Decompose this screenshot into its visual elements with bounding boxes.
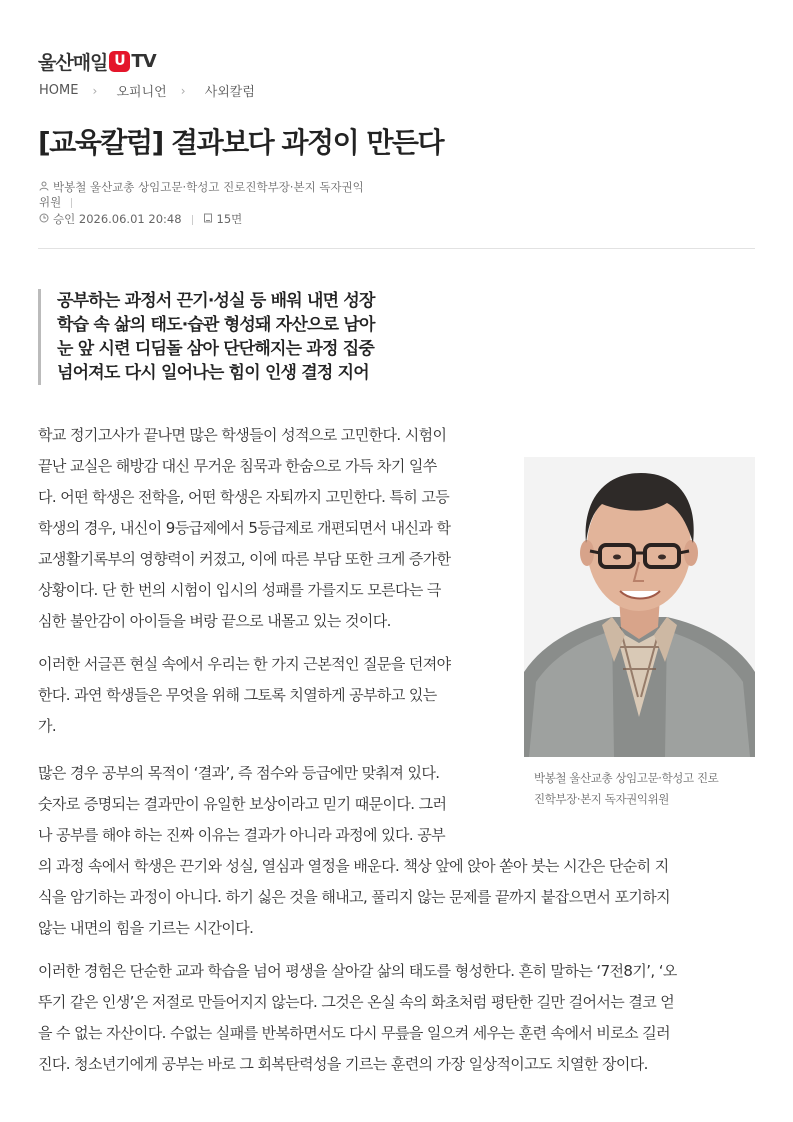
clock-icon [39,212,53,227]
photo-caption [534,768,749,810]
subheadline: 공부하는 과정서 끈기·성실 등 배워 내면 성장 [57,291,375,311]
author-photo[interactable] [524,457,755,757]
text-line: 이러한 서글픈 현실 속에서 우리는 한 가지 근본적인 질문을 던져야 [38,655,451,673]
chevron-right-icon: › [92,83,98,98]
breadcrumb-column[interactable]: 사외칼럼 [204,85,255,100]
text-line: 식을 암기하는 과정이 아니다. 하기 싫은 것을 해내고, 풀리지 않는 문제를 끝까지 붙잡으면서 포기하지 [38,888,671,906]
text-line: 한다. 과연 학생들은 무엇을 위해 그토록 치열하게 공부하고 있는 [38,686,437,704]
meta-divider [71,198,72,208]
text-line: 나 공부를 해야 하는 진짜 이유는 결과가 아니라 과정에 있다. 공부 [38,826,445,844]
text-line: 뚜기 같은 인생’은 저절로 만들어지지 않는다. 그것은 온실 속의 화초처럼 평탄한 길만 걸어서는 결코 얻 [38,993,675,1011]
subheadline: 학습 속 삶의 태도·습관 형성돼 자산으로 남아 [57,315,375,335]
text-line: 학교 정기고사가 끝나면 많은 학생들이 성적으로 고민한다. 시험이 [38,426,447,444]
text-line: 교생활기록부의 영향력이 커졌고, 이에 따른 부담 또한 크게 증가한 [38,550,451,568]
person-icon [39,180,53,195]
text-line: 끝난 교실은 해방감 대신 무거운 침묵과 한숨으로 가득 차기 일쑤 [38,457,437,475]
page-title: [교육칼럼] 결과보다 과정이 만든다 [38,126,444,159]
breadcrumb [39,81,255,100]
author-portrait-illustration [524,457,755,757]
approved-time: 승인 2026.06.01 20:48 [53,212,182,226]
paragraph-1 [38,420,451,637]
page-icon [203,212,217,227]
article-meta [39,180,399,227]
text-line: 많은 경우 공부의 목적이 ‘결과’, 즉 점수와 등급에만 맞춰져 있다. [38,764,440,782]
subheadline: 눈 앞 시련 디딤돌 삼아 단단해지는 과정 집중 [57,339,375,359]
text-line: 학생의 경우, 내신이 9등급제에서 5등급제로 개편되면서 내신과 학 [38,519,451,537]
text-line: 진다. 청소년기에게 공부는 바로 그 회복탄력성을 기르는 훈련의 가장 일상적이고도 치열한 장이다. [38,1055,648,1073]
breadcrumb-home[interactable]: HOME [39,83,79,98]
caption-line: 박봉철 울산교총 상임고문·학성고 진로 [534,771,719,785]
chevron-right-icon: › [180,83,186,98]
byline: 박봉철 울산교총 상임고문·학성고 진로진학부장·본지 독자권익 [53,180,364,194]
logo-tv-text: TV [131,50,156,72]
text-line: 가. [38,717,57,735]
subheadline: 넘어져도 다시 일어나는 힘이 인생 결정 지어 [57,363,369,383]
text-line: 상황이다. 단 한 번의 시험이 입시의 성패를 가를지도 모른다는 극 [38,581,441,599]
text-line: 다. 어떤 학생은 전학을, 어떤 학생은 자퇴까지 고민한다. 특히 고등 [38,488,450,506]
breadcrumb-opinion[interactable]: 오피니언 [116,85,167,100]
text-line: 않는 내면의 힘을 기르는 시간이다. [38,919,254,937]
text-line: 심한 불안감이 아이들을 벼랑 끝으로 내몰고 있는 것이다. [38,612,391,630]
subheadline-block [38,289,375,385]
meta-divider [192,215,193,225]
text-line: 이러한 경험은 단순한 교과 학습을 넘어 평생을 살아갈 삶의 태도를 형성한다. 흔히 말하는 ‘7전8기’, ‘오 [38,962,677,980]
paragraph-4 [38,956,677,1080]
print-page: 15면 [216,212,243,226]
caption-line: 진학부장·본지 독자권익위원 [534,792,670,806]
text-line: 을 수 없는 자산이다. 수없는 실패를 반복하면서도 다시 무릎을 일으켜 세우는 훈련 속에서 비로소 길러 [38,1024,671,1042]
byline-cont: 위원 [39,195,62,209]
text-line: 의 과정 속에서 학생은 끈기와 성실, 열심과 열정을 배운다. 책상 앞에 앉아 쏟아 붓는 시간은 단순히 지 [38,857,669,875]
logo-text: 울산매일 [38,51,108,74]
logo-u-mark: U [109,51,130,72]
text-line: 숫자로 증명되는 결과만이 유일한 보상이라고 믿기 때문이다. 그러 [38,795,447,813]
site-logo[interactable] [38,49,156,73]
paragraph-2 [38,649,451,742]
header-divider [38,248,755,249]
